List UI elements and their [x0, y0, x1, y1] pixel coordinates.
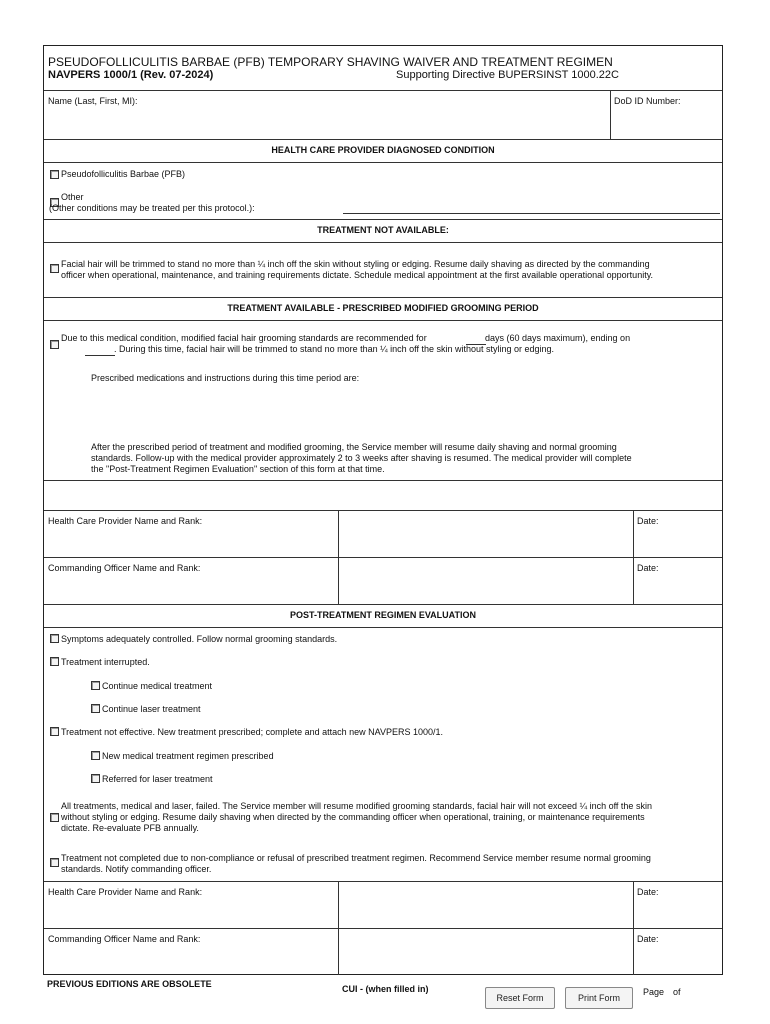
treatment-available-checkbox[interactable]: [50, 340, 59, 349]
not-available-text-2: officer when operational, maintenance, and training requirements dictate. Schedule medical appointment at the first available operational opportunity.: [61, 270, 654, 280]
divider: [44, 881, 722, 882]
divider: [44, 219, 722, 220]
print-form-button[interactable]: Print Form: [565, 987, 633, 1009]
post-provider-date-label: Date:: [637, 887, 659, 897]
section-heading-not-available: TREATMENT NOT AVAILABLE:: [317, 225, 449, 235]
other-condition-field[interactable]: [343, 213, 720, 214]
all-failed-text-3: dictate. Re-evaluate PFB annually.: [61, 823, 199, 833]
pfb-checkbox[interactable]: [50, 170, 59, 179]
continue-medical-checkbox[interactable]: [91, 681, 100, 690]
continue-laser-checkbox[interactable]: [91, 704, 100, 713]
other-note: (Other conditions may be treated per this protocol.):: [49, 203, 255, 213]
divider: [44, 162, 722, 163]
not-available-text-1: Facial hair will be trimmed to stand no more than ¼ inch off the skin without styling or edging. Resume daily shaving as directed by the commanding: [61, 259, 650, 269]
co-date-label: Date:: [637, 563, 659, 573]
divider: [44, 928, 722, 929]
after-text-1: After the prescribed period of treatment and modified grooming, the Service member will resume daily shaving and normal grooming: [91, 442, 617, 452]
medications-label: Prescribed medications and instructions during this time period are:: [91, 373, 360, 383]
dod-id-label: DoD ID Number:: [614, 96, 681, 106]
referred-laser-label: Referred for laser treatment: [102, 774, 213, 784]
divider: [44, 627, 722, 628]
new-medical-checkbox[interactable]: [91, 751, 100, 760]
other-label: Other: [61, 192, 84, 202]
divider: [44, 297, 722, 298]
not-effective-checkbox[interactable]: [50, 727, 59, 736]
dod-id-field[interactable]: [612, 108, 720, 136]
continue-laser-label: Continue laser treatment: [102, 704, 201, 714]
medications-field[interactable]: [91, 386, 711, 438]
supporting-directive: Supporting Directive BUPERSINST 1000.22C: [396, 69, 619, 81]
all-failed-checkbox[interactable]: [50, 813, 59, 822]
page-of-label: of: [673, 987, 681, 997]
post-co-name-label: Commanding Officer Name and Rank:: [48, 934, 201, 944]
symptoms-controlled-label: Symptoms adequately controlled. Follow normal grooming standards.: [61, 634, 338, 644]
continue-medical-label: Continue medical treatment: [102, 681, 213, 691]
name-label: Name (Last, First, MI):: [48, 96, 138, 106]
co-signature-field[interactable]: [340, 559, 631, 603]
available-text-2: . During this time, facial hair will be trimmed to stand no more than ¼ inch off the skin without styling or edging.: [114, 344, 555, 354]
divider: [610, 90, 611, 139]
post-provider-signature-field[interactable]: [340, 883, 631, 927]
all-failed-text-1: All treatments, medical and laser, failed. The Service member will resume modified grooming standards, facial hair will not exceed ¼ inch off the skin: [61, 801, 652, 811]
reset-form-button[interactable]: Reset Form: [485, 987, 555, 1009]
previous-editions-notice: PREVIOUS EDITIONS ARE OBSOLETE: [47, 979, 212, 989]
pfb-label: Pseudofolliculitis Barbae (PFB): [61, 169, 186, 179]
co-name-label: Commanding Officer Name and Rank:: [48, 563, 201, 573]
section-heading-diagnosed: HEALTH CARE PROVIDER DIAGNOSED CONDITION: [271, 145, 495, 155]
new-medical-label: New medical treatment regimen prescribed: [102, 751, 274, 761]
post-co-signature-field[interactable]: [340, 930, 631, 974]
cui-notice: CUI - (when filled in): [342, 984, 429, 994]
page-label: Page: [643, 987, 665, 997]
provider-date-label: Date:: [637, 516, 659, 526]
referred-laser-checkbox[interactable]: [91, 774, 100, 783]
divider: [44, 320, 722, 321]
not-available-checkbox[interactable]: [50, 264, 59, 273]
not-effective-label: Treatment not effective. New treatment prescribed; complete and attach new NAVPERS 1000/1.: [61, 727, 444, 737]
form-container: [43, 45, 723, 975]
treatment-interrupted-checkbox[interactable]: [50, 657, 59, 666]
form-number: NAVPERS 1000/1 (Rev. 07-2024): [48, 69, 214, 81]
post-co-date-label: Date:: [637, 934, 659, 944]
provider-name-label: Health Care Provider Name and Rank:: [48, 516, 203, 526]
post-provider-name-label: Health Care Provider Name and Rank:: [48, 887, 203, 897]
provider-signature-field[interactable]: [340, 512, 631, 556]
divider: [44, 242, 722, 243]
all-failed-text-2: without styling or edging. Resume daily shaving when directed by the commanding officer when operational, training, or maintenance requirements: [61, 812, 645, 822]
available-text-1b: days (60 days maximum), ending on: [485, 333, 631, 343]
available-text-1a: Due to this medical condition, modified facial hair grooming standards are recommended for: [61, 333, 427, 343]
section-heading-post: POST-TREATMENT REGIMEN EVALUATION: [290, 610, 476, 620]
end-date-field[interactable]: [85, 355, 115, 356]
divider: [44, 139, 722, 140]
after-text-2: standards. Follow-up with the medical provider approximately 2 to 3 weeks after shaving is resumed. The medical provider will complete: [91, 453, 632, 463]
divider: [44, 557, 722, 558]
after-text-3: the "Post-Treatment Regimen Evaluation" section of this form at that time.: [91, 464, 385, 474]
not-completed-text-1: Treatment not completed due to non-compliance or refusal of prescribed treatment regimen. Recommend Service member resume normal grooming: [61, 853, 651, 863]
treatment-interrupted-label: Treatment interrupted.: [61, 657, 150, 667]
divider: [44, 604, 722, 605]
symptoms-controlled-checkbox[interactable]: [50, 634, 59, 643]
divider: [44, 510, 722, 511]
divider: [44, 90, 722, 91]
not-completed-checkbox[interactable]: [50, 858, 59, 867]
divider: [44, 480, 722, 481]
section-heading-available: TREATMENT AVAILABLE - PRESCRIBED MODIFIED GROOMING PERIOD: [227, 303, 539, 313]
not-completed-text-2: standards. Notify commanding officer.: [61, 864, 212, 874]
name-field[interactable]: [45, 108, 608, 136]
form-title: PSEUDOFOLLICULITIS BARBAE (PFB) TEMPORARY SHAVING WAIVER AND TREATMENT REGIMEN: [48, 55, 613, 69]
